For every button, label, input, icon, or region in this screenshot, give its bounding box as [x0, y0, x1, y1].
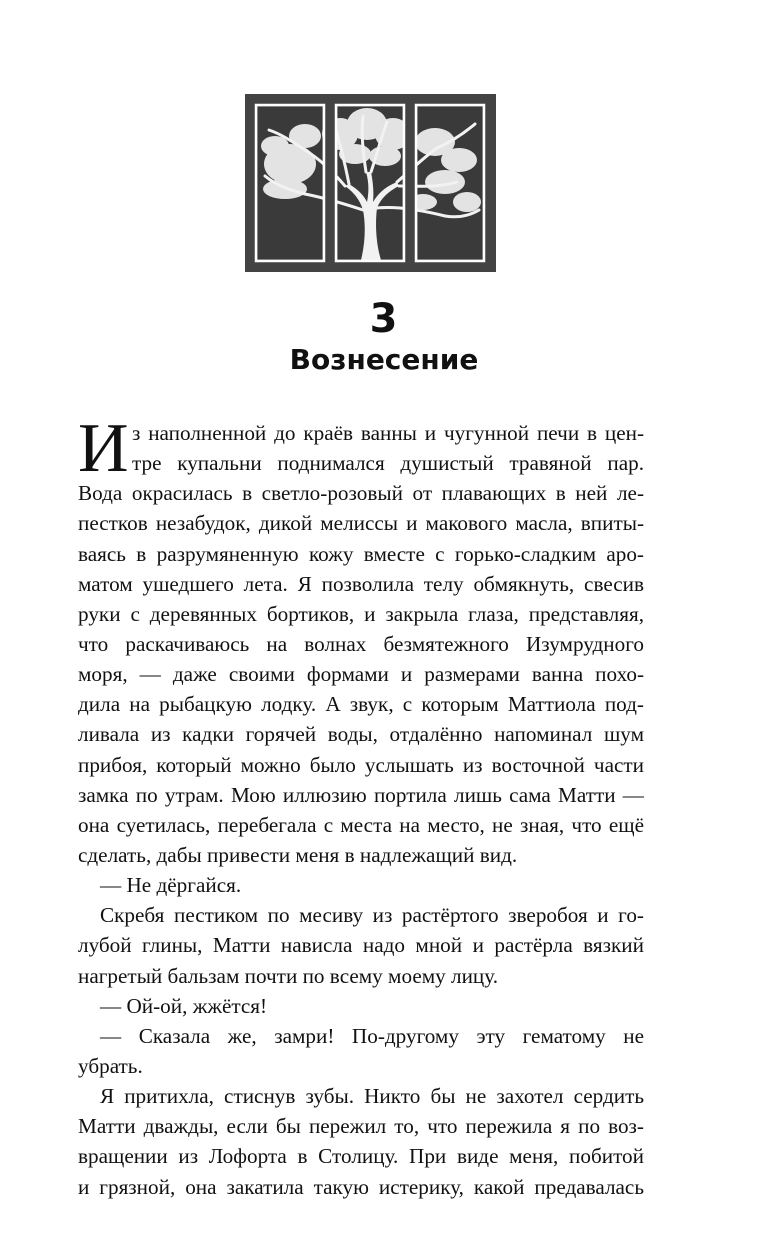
text-line: убрать.	[78, 1053, 143, 1078]
chapter-title: Вознесение	[289, 343, 479, 376]
text-line: лубой глины, Матти нависла надо мной и растёрла вязкий	[78, 933, 644, 958]
text-line: Вода окрасилась в светло-розовый от плавающих в ней ле-	[78, 481, 644, 506]
text-line: что раскачиваюсь на волнах безмятежного Изумрудного	[78, 631, 644, 656]
text-line: она суетилась, перебегала с места на место, не зная, что ещё	[78, 812, 644, 837]
text-line: дила на рыбацкую лодку. А звук, с которым Маттиола под-	[78, 692, 644, 717]
text-line: — Не дёргайся.	[100, 873, 242, 898]
chapter-number: 3	[369, 296, 399, 342]
text-line: сделать, дабы привести меня в надлежащий вид.	[78, 842, 518, 867]
text-line: прибоя, который можно было услышать из восточной части	[78, 752, 644, 777]
text-line: и грязной, она закатила такую истерику, какой предавалась	[78, 1174, 644, 1199]
text-line: ваясь в разрумяненную кожу вместе с горько-сладким аро-	[78, 541, 644, 566]
text-line: тре купальни поднимался душистый травяной пар.	[132, 451, 644, 476]
text-line: замка по утрам. Мою иллюзию портила лишь сама Матти —	[78, 782, 644, 807]
text-line: — Сказала же, замри! По-другому эту гематому не	[100, 1023, 644, 1048]
text-line: Я притихла, стиснув зубы. Никто бы не захотел сердить	[100, 1084, 644, 1109]
chapter-emblem	[245, 94, 496, 272]
text-line: матом ушедшего лета. Я позволила телу обмякнуть, свесив	[78, 571, 644, 596]
drop-cap: И	[78, 410, 129, 487]
text-line: вращении из Лофорта в Столицу. При виде меня, побитой	[78, 1144, 644, 1169]
text-line: руки с деревянных бортиков, и закрыла глаза, представляя,	[78, 601, 644, 626]
text-line: нагретый бальзам почти по всему моему лицу.	[78, 963, 499, 988]
text-line: Скребя пестиком по месиву из растёртого зверобоя и го-	[100, 903, 644, 928]
text-line: моря, — даже своими формами и размерами ванна похо-	[78, 662, 644, 687]
tree-emblem-icon	[245, 94, 496, 272]
text-line: ливала из кадки горячей воды, отдалённо напоминал шум	[78, 722, 644, 747]
text-line: Матти дважды, если бы пережил то, что пережила я по воз-	[78, 1114, 644, 1139]
text-line: з наполненной до краёв ванны и чугунной печи в цен-	[132, 421, 644, 445]
chapter-text	[78, 418, 644, 1202]
text-line: — Ой-ой, жжётся!	[100, 993, 268, 1018]
text-line: пестков незабудок, дикой мелиссы и макового масла, впиты-	[78, 511, 644, 536]
